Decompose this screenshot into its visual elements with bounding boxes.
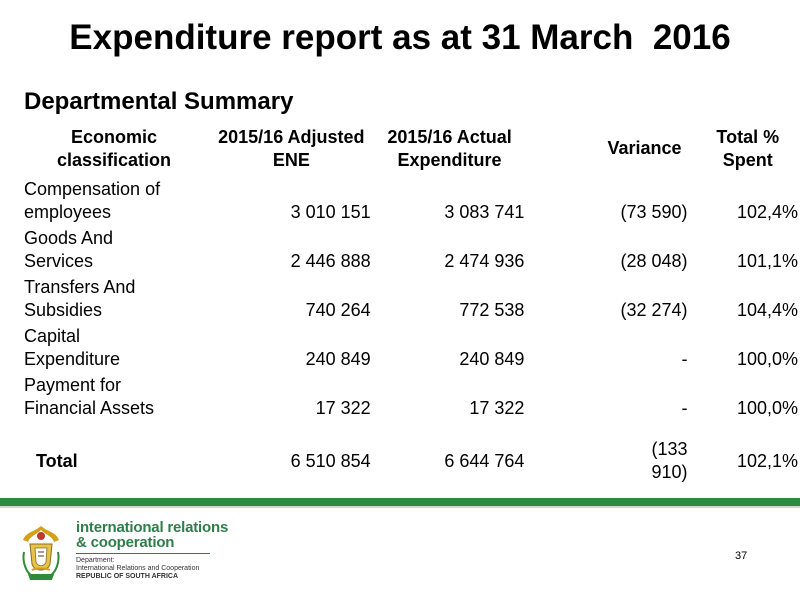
row-total-spent: 102,4% bbox=[736, 202, 798, 222]
row-actual-expenditure: 2 474 936 bbox=[444, 251, 525, 271]
total-row bbox=[18, 420, 800, 502]
row-label: Compensation of employees bbox=[24, 179, 161, 222]
table-header-row bbox=[18, 122, 800, 175]
row-actual-expenditure: 17 322 bbox=[469, 398, 525, 418]
row-actual-expenditure: 240 849 bbox=[459, 349, 525, 369]
country-name: REPUBLIC OF SOUTH AFRICA bbox=[76, 573, 179, 580]
table-row bbox=[18, 371, 800, 420]
header-total-spent: Total % Spent bbox=[716, 126, 780, 170]
total-label: Total bbox=[36, 450, 78, 471]
department-label: Department: bbox=[76, 557, 115, 564]
row-variance: (73 590) bbox=[620, 202, 688, 222]
row-actual-expenditure: 3 083 741 bbox=[444, 202, 525, 222]
total-spent: 102,1% bbox=[736, 450, 798, 471]
row-adjusted-ene: 2 446 888 bbox=[290, 251, 371, 271]
coat-of-arms-icon bbox=[18, 522, 64, 584]
row-label: Goods And Services bbox=[24, 228, 114, 271]
row-variance: (32 274) bbox=[620, 300, 688, 320]
expenditure-table bbox=[18, 122, 800, 502]
total-variance: (133 910) bbox=[651, 439, 688, 482]
row-adjusted-ene: 17 322 bbox=[315, 398, 371, 418]
table-row bbox=[18, 224, 800, 273]
row-adjusted-ene: 740 264 bbox=[305, 300, 371, 320]
row-actual-expenditure: 772 538 bbox=[459, 300, 525, 320]
header-adjusted-ene: 2015/16 Adjusted ENE bbox=[218, 126, 365, 170]
row-variance: - bbox=[681, 349, 688, 369]
row-total-spent: 104,4% bbox=[736, 300, 798, 320]
row-total-spent: 100,0% bbox=[736, 349, 798, 369]
department-name: International Relations and Cooperation bbox=[76, 565, 200, 572]
header-economic-classification: Economic classification bbox=[56, 126, 172, 170]
row-adjusted-ene: 240 849 bbox=[305, 349, 371, 369]
page-number: 37 bbox=[735, 550, 748, 562]
slide-title: Expenditure report as at 31 March 2016 bbox=[69, 18, 731, 57]
header-variance: Variance bbox=[607, 138, 682, 158]
row-variance: - bbox=[681, 398, 688, 418]
table-row bbox=[18, 322, 800, 371]
department-brand bbox=[76, 520, 228, 581]
brand-name-line1: international relations bbox=[76, 519, 229, 536]
row-total-spent: 100,0% bbox=[736, 398, 798, 418]
brand-name-line2: & cooperation bbox=[76, 534, 175, 551]
total-actual-expenditure: 6 644 764 bbox=[444, 450, 525, 471]
table-row bbox=[18, 175, 800, 224]
row-label: Capital Expenditure bbox=[24, 326, 121, 369]
total-adjusted-ene: 6 510 854 bbox=[290, 450, 371, 471]
header-actual-expenditure: 2015/16 Actual Expenditure bbox=[387, 126, 512, 170]
section-subtitle: Departmental Summary bbox=[24, 88, 294, 115]
row-label: Transfers And Subsidies bbox=[24, 277, 136, 320]
row-total-spent: 101,1% bbox=[736, 251, 798, 271]
footer-accent-bar bbox=[0, 498, 800, 506]
row-variance: (28 048) bbox=[620, 251, 688, 271]
table-row bbox=[18, 273, 800, 322]
brand-rule bbox=[76, 553, 210, 554]
row-label: Payment for Financial Assets bbox=[24, 375, 155, 418]
row-adjusted-ene: 3 010 151 bbox=[290, 202, 371, 222]
footer-divider bbox=[0, 506, 800, 508]
